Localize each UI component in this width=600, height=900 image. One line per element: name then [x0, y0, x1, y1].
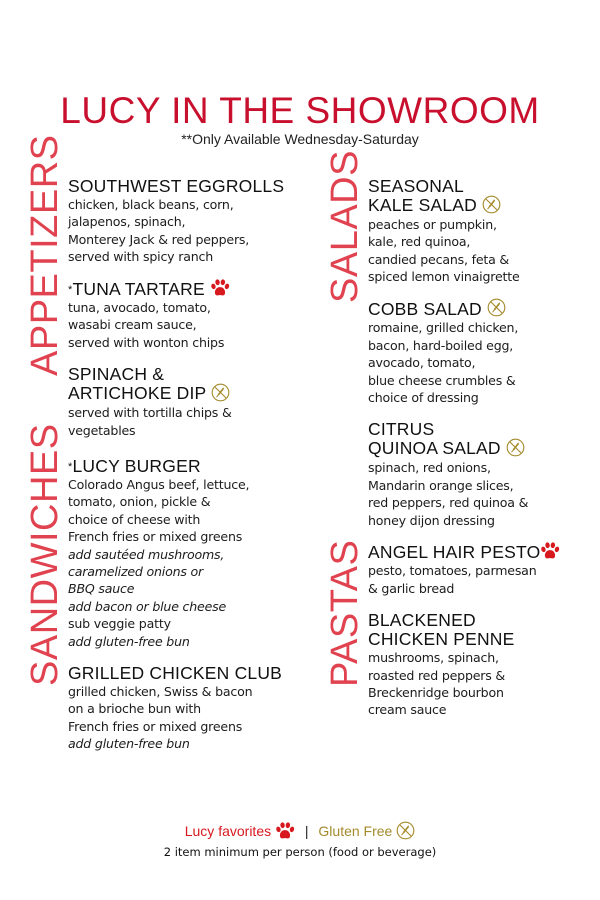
appetizers-section [68, 177, 313, 439]
item-addon-line: add bacon or blue cheese [68, 598, 227, 614]
item-name: LUCY BURGER [72, 455, 201, 476]
item-desc-line: roasted red peppers & [368, 667, 506, 683]
item-name-row [368, 439, 593, 459]
item-desc-line: mushrooms, spinach, [368, 650, 499, 666]
menu-item-blackened-chicken-penne [368, 611, 593, 719]
item-desc-line: blue cheese crumbles & [368, 372, 516, 388]
menu-item-citrus-quinoa-salad [368, 420, 593, 529]
item-desc-line: cream sauce [368, 702, 447, 718]
legend-separator: | [304, 823, 309, 840]
section-label-appetizers: APPETIZERS [24, 134, 66, 376]
item-name-row [368, 543, 593, 562]
minimum-order-note: 2 item minimum per person (food or beverage) [163, 845, 437, 859]
item-desc-line: choice of dressing [368, 390, 479, 405]
item-name: COBB SALAD [368, 298, 482, 319]
legend-gluten-free-label: Gluten Free [318, 823, 393, 840]
item-desc-line: Monterey Jack & red peppers, [68, 231, 250, 247]
paw-print-icon [210, 279, 230, 297]
item-name: CHICKEN PENNE [368, 629, 515, 650]
item-addon-line: add sautéed mushrooms, [68, 546, 225, 562]
item-desc-line: wasabi cream sauce, [68, 317, 197, 333]
item-name: QUINOA SALAD [368, 438, 501, 459]
item-desc-line: sub veggie patty [68, 616, 171, 632]
menu-item-spinach-artichoke-dip [68, 365, 313, 439]
section-label-sandwiches: SANDWICHES [24, 423, 66, 686]
menu-item-tuna-tartare [68, 280, 313, 352]
item-name: ANGEL HAIR PESTO [368, 541, 541, 562]
menu-item-grilled-chicken-club [68, 664, 313, 753]
item-addon-line: BBQ sauce [68, 581, 135, 597]
item-addon-line: add gluten-free bun [68, 633, 190, 649]
gluten-free-icon [506, 438, 525, 457]
item-name-row [368, 196, 593, 216]
item-desc-line: grilled chicken, Swiss & bacon [68, 683, 253, 699]
menu-item-southwest-eggrolls [68, 177, 313, 266]
item-desc-line: peaches or pumpkin, [368, 216, 497, 232]
item-desc-line: French fries or mixed greens [68, 718, 243, 734]
item-desc-line: bacon, hard-boiled egg, [368, 337, 514, 353]
item-desc-line: tomato, onion, pickle & [68, 494, 211, 510]
menu-item-seasonal-kale-salad [368, 177, 593, 286]
item-name: GRILLED CHICKEN CLUB [68, 662, 283, 683]
page-title: LUCY IN THE SHOWROOM [60, 90, 540, 131]
paw-print-icon [275, 822, 295, 840]
item-name-row [368, 300, 593, 320]
right-column [368, 177, 593, 733]
pastas-section [368, 543, 593, 719]
item-desc-line: spiced lemon vinaigrette [368, 269, 520, 285]
item-desc-line: red peppers, red quinoa & [368, 495, 529, 511]
item-name: TUNA TARTARE [72, 278, 205, 299]
menu-item-angel-hair-pesto [368, 543, 593, 597]
item-name: BLACKENED [368, 610, 476, 631]
item-desc-line: served with wonton chips [68, 334, 225, 350]
item-desc-line: romaine, grilled chicken, [368, 320, 519, 336]
item-desc-line: Breckenridge bourbon [368, 684, 504, 700]
item-addon-line: add gluten-free bun [68, 736, 190, 752]
item-desc-line: chicken, black beans, corn, [68, 197, 234, 212]
item-desc-line: choice of cheese with [68, 511, 201, 527]
item-name: ARTICHOKE DIP [68, 383, 207, 404]
item-desc-line: French fries or mixed greens [68, 529, 243, 545]
item-desc-line: served with spicy ranch [68, 249, 214, 265]
item-desc-line: avocado, tomato, [368, 355, 476, 371]
item-desc-line: served with tortilla chips & [68, 405, 232, 421]
item-desc-line: & garlic bread [368, 580, 455, 596]
star-marker: * [68, 283, 73, 296]
menu-item-lucy-burger [68, 457, 313, 650]
item-desc-line: Colorado Angus beef, lettuce, [68, 476, 250, 492]
left-column [68, 177, 313, 767]
item-desc-line: candied pecans, feta & [368, 251, 510, 267]
legend-favorites-label: Lucy favorites [184, 823, 272, 840]
item-name: SPINACH & [68, 364, 165, 385]
availability-note: **Only Available Wednesday-Saturday [181, 131, 419, 147]
item-addon-line: caramelized onions or [68, 563, 204, 579]
item-desc-line: honey dijon dressing [368, 512, 495, 528]
item-desc-line: on a brioche bun with [68, 701, 201, 717]
item-desc-line: tuna, avocado, tomato, [68, 300, 211, 315]
item-name: KALE SALAD [368, 195, 477, 215]
section-label-pastas: PASTAS [324, 539, 366, 687]
item-name-row [68, 457, 313, 476]
gluten-free-icon [211, 383, 230, 402]
item-desc-line: pesto, tomatoes, parmesan [368, 563, 537, 579]
item-name: CITRUS [368, 419, 435, 440]
section-label-salads: SALADS [324, 150, 366, 303]
salads-section [368, 177, 593, 529]
item-name: SOUTHWEST EGGROLLS [68, 176, 285, 196]
gluten-free-icon [396, 821, 415, 840]
sandwiches-section [68, 457, 313, 753]
paw-print-icon [540, 542, 560, 560]
item-desc-line: jalapenos, spinach, [68, 214, 186, 230]
item-desc-line: vegetables [68, 422, 136, 438]
menu-item-cobb-salad [368, 300, 593, 407]
gluten-free-icon [482, 195, 501, 214]
item-desc-line: kale, red quinoa, [368, 234, 471, 250]
legend [0, 823, 600, 842]
item-desc-line: Mandarin orange slices, [368, 477, 514, 493]
item-name-row [68, 280, 313, 299]
item-name-row [68, 384, 313, 404]
gluten-free-icon [487, 298, 506, 317]
star-marker: * [68, 460, 73, 473]
item-desc-line: spinach, red onions, [368, 460, 491, 476]
item-name: SEASONAL [368, 176, 464, 196]
